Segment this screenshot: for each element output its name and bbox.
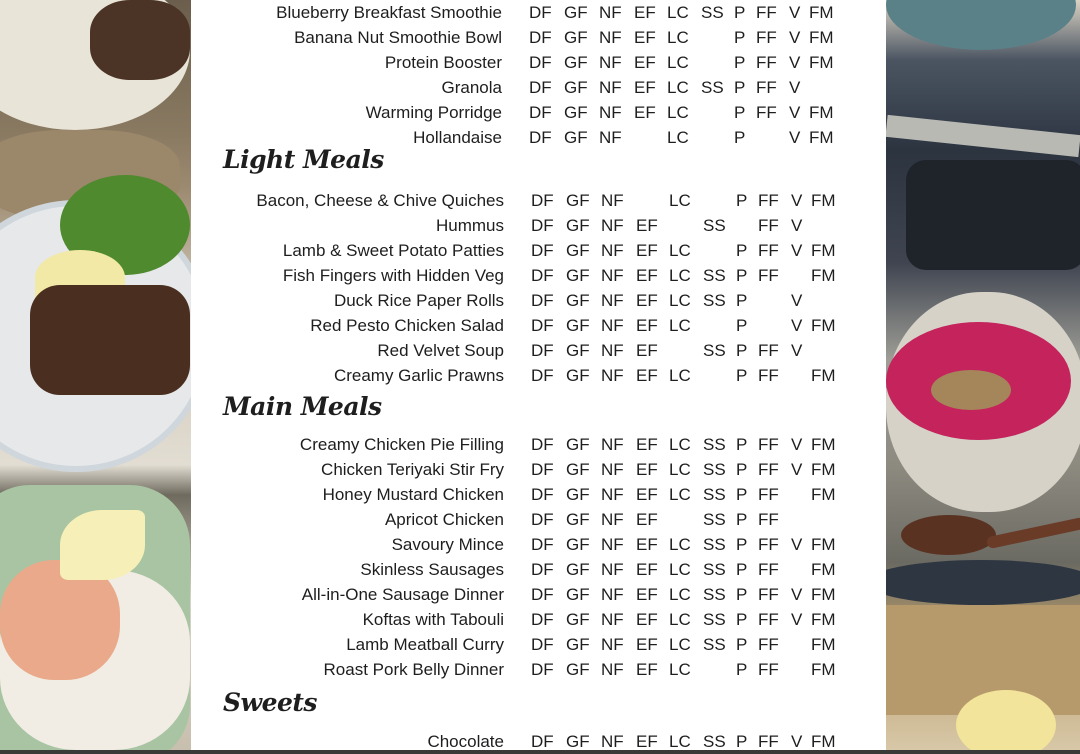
diet-code: GF	[564, 128, 588, 147]
food-photo-right	[886, 0, 1080, 750]
diet-code: GF	[566, 585, 590, 604]
diet-code: GF	[564, 28, 588, 47]
diet-code: EF	[636, 585, 658, 604]
diet-code: FM	[809, 28, 834, 47]
diet-code: V	[789, 78, 801, 97]
diet-code: LC	[669, 635, 691, 654]
diet-code: GF	[566, 366, 590, 385]
diet-code: LC	[667, 53, 689, 72]
dish-name: Blueberry Breakfast Smoothie	[276, 3, 502, 22]
diet-code: FF	[758, 585, 779, 604]
diet-code: SS	[703, 510, 726, 529]
dish-name: Bacon, Cheese & Chive Quiches	[256, 191, 504, 210]
menu-row	[191, 0, 886, 25]
diet-code: NF	[601, 635, 624, 654]
menu-row	[191, 50, 886, 75]
dish-name: Hollandaise	[413, 128, 502, 147]
diet-code: GF	[566, 560, 590, 579]
diet-code: NF	[599, 103, 622, 122]
diet-code: EF	[636, 660, 658, 679]
diet-code: NF	[601, 316, 624, 335]
diet-code: V	[791, 191, 803, 210]
diet-code: FM	[809, 128, 834, 147]
diet-code: LC	[669, 435, 691, 454]
diet-code: V	[791, 460, 803, 479]
diet-code: SS	[703, 485, 726, 504]
diet-code: SS	[703, 435, 726, 454]
diet-code: FF	[758, 216, 779, 235]
menu-row	[191, 482, 886, 507]
diet-code: GF	[566, 241, 590, 260]
diet-code: FM	[811, 485, 836, 504]
diet-code: LC	[669, 241, 691, 260]
diet-code: P	[736, 341, 748, 360]
diet-code: FF	[758, 610, 779, 629]
diet-code: FF	[758, 435, 779, 454]
menu-row	[191, 532, 886, 557]
diet-code: P	[736, 435, 748, 454]
menu-row	[191, 432, 886, 457]
diet-code: DF	[531, 435, 554, 454]
menu-row	[191, 507, 886, 532]
diet-code: EF	[636, 266, 658, 285]
diet-code: GF	[566, 635, 590, 654]
diet-code: DF	[531, 216, 554, 235]
diet-code: DF	[531, 266, 554, 285]
diet-code: FM	[811, 435, 836, 454]
diet-code: V	[791, 241, 803, 260]
diet-code: V	[791, 585, 803, 604]
dish-name: Red Pesto Chicken Salad	[310, 316, 504, 335]
diet-code: LC	[669, 460, 691, 479]
diet-code: DF	[531, 485, 554, 504]
diet-code: DF	[531, 732, 554, 751]
diet-code: P	[736, 316, 748, 335]
diet-code: FM	[811, 191, 836, 210]
diet-code: NF	[601, 341, 624, 360]
diet-code: FM	[809, 53, 834, 72]
diet-code: DF	[529, 103, 552, 122]
diet-code: DF	[529, 28, 552, 47]
diet-code: FM	[809, 3, 834, 22]
diet-code: DF	[531, 291, 554, 310]
menu-row	[191, 288, 886, 313]
diet-code: DF	[531, 660, 554, 679]
diet-code: FM	[811, 460, 836, 479]
diet-code: SS	[703, 535, 726, 554]
diet-code: FF	[758, 460, 779, 479]
diet-code: DF	[529, 128, 552, 147]
diet-code: EF	[636, 316, 658, 335]
diet-code: FF	[756, 53, 777, 72]
diet-code: GF	[566, 291, 590, 310]
diet-code: NF	[599, 53, 622, 72]
menu-row	[191, 338, 886, 363]
diet-code: LC	[669, 366, 691, 385]
diet-code: V	[791, 341, 803, 360]
dish-name: Skinless Sausages	[360, 560, 504, 579]
diet-code: EF	[636, 216, 658, 235]
diet-code: DF	[531, 560, 554, 579]
diet-code: GF	[566, 191, 590, 210]
diet-code: DF	[531, 191, 554, 210]
dish-name: Apricot Chicken	[384, 510, 504, 529]
dish-name: Banana Nut Smoothie Bowl	[294, 28, 502, 47]
diet-code: EF	[636, 485, 658, 504]
diet-code: P	[736, 610, 748, 629]
menu-row	[191, 657, 886, 682]
diet-code: FM	[811, 635, 836, 654]
dish-name: Hummus	[435, 216, 504, 235]
menu-row	[191, 557, 886, 582]
diet-code: FF	[758, 241, 779, 260]
diet-code: FM	[811, 366, 836, 385]
dish-name: Lamb Meatball Curry	[346, 635, 504, 654]
diet-code: FM	[811, 266, 836, 285]
diet-code: P	[736, 510, 748, 529]
diet-code: P	[736, 291, 748, 310]
diet-code: FM	[811, 241, 836, 260]
diet-code: P	[734, 3, 746, 22]
diet-code: V	[791, 535, 803, 554]
dish-name: Fish Fingers with Hidden Veg	[282, 266, 504, 285]
diet-code: NF	[601, 291, 624, 310]
diet-code: EF	[636, 366, 658, 385]
diet-code: GF	[566, 316, 590, 335]
diet-code: DF	[531, 366, 554, 385]
diet-code: P	[734, 128, 746, 147]
diet-code: GF	[566, 510, 590, 529]
diet-code: LC	[669, 535, 691, 554]
diet-code: FF	[758, 535, 779, 554]
diet-code: FF	[758, 191, 779, 210]
menu-row	[191, 582, 886, 607]
diet-code: GF	[564, 78, 588, 97]
kebab-top	[90, 0, 190, 80]
diet-code: FF	[756, 78, 777, 97]
diet-code: NF	[601, 660, 624, 679]
diet-code: V	[791, 291, 803, 310]
diet-code: P	[736, 660, 748, 679]
diet-code: LC	[667, 103, 689, 122]
dish-name: Warming Porridge	[365, 103, 502, 122]
diet-code: DF	[529, 53, 552, 72]
diet-code: LC	[667, 28, 689, 47]
diet-code: GF	[566, 660, 590, 679]
diet-code: EF	[636, 635, 658, 654]
menu-row	[191, 238, 886, 263]
diet-code: FF	[758, 266, 779, 285]
diet-code: FF	[758, 341, 779, 360]
diet-code: P	[734, 53, 746, 72]
diet-code: P	[736, 241, 748, 260]
diet-code: GF	[564, 53, 588, 72]
diet-code: EF	[634, 78, 656, 97]
diet-code: NF	[601, 485, 624, 504]
dark-plate	[886, 560, 1080, 605]
diet-code: DF	[531, 535, 554, 554]
menu-row	[191, 363, 886, 388]
diet-code: DF	[531, 241, 554, 260]
diet-code: DF	[529, 78, 552, 97]
diet-code: P	[736, 191, 748, 210]
dish-name: Roast Pork Belly Dinner	[323, 660, 504, 679]
diet-code: EF	[634, 53, 656, 72]
diet-code: NF	[601, 610, 624, 629]
diet-code: NF	[599, 3, 622, 22]
menu-row	[191, 213, 886, 238]
dish-name: Red Velvet Soup	[377, 341, 504, 360]
diet-code: DF	[531, 460, 554, 479]
diet-code: NF	[601, 191, 624, 210]
menu-page	[191, 0, 886, 750]
dish-name: Savoury Mince	[391, 535, 504, 554]
diet-code: FM	[811, 732, 836, 751]
diet-code: LC	[669, 610, 691, 629]
diet-code: LC	[669, 191, 691, 210]
diet-code: P	[736, 535, 748, 554]
diet-code: FF	[758, 560, 779, 579]
diet-code: GF	[566, 435, 590, 454]
diet-code: NF	[601, 535, 624, 554]
diet-code: FF	[758, 732, 779, 751]
diet-code: FM	[811, 316, 836, 335]
cutlery	[886, 115, 1080, 157]
diet-code: GF	[566, 460, 590, 479]
diet-code: SS	[703, 732, 726, 751]
diet-code: FM	[811, 585, 836, 604]
diet-code: NF	[601, 216, 624, 235]
diet-code: P	[736, 460, 748, 479]
diet-code: EF	[636, 732, 658, 751]
diet-code: DF	[529, 3, 552, 22]
diet-code: NF	[599, 128, 622, 147]
section-title: Light Meals	[223, 145, 384, 174]
menu-row	[191, 75, 886, 100]
diet-code: EF	[634, 3, 656, 22]
dish-name: Chocolate	[427, 732, 504, 751]
section-title: Sweets	[223, 688, 318, 717]
diet-code: NF	[601, 435, 624, 454]
food-photo-left	[0, 0, 191, 750]
diet-code: P	[736, 366, 748, 385]
menu-row	[191, 632, 886, 657]
diet-code: NF	[601, 366, 624, 385]
diet-code: FF	[758, 366, 779, 385]
diet-code: GF	[566, 485, 590, 504]
diet-code: P	[736, 585, 748, 604]
wooden-spoon	[901, 515, 996, 555]
dish-name: Creamy Chicken Pie Filling	[299, 435, 504, 454]
menu-row	[191, 25, 886, 50]
diet-code: FF	[758, 635, 779, 654]
dish-name: Duck Rice Paper Rolls	[333, 291, 504, 310]
diet-code: EF	[636, 241, 658, 260]
dish-name: Honey Mustard Chicken	[322, 485, 504, 504]
diet-code: DF	[531, 316, 554, 335]
diet-code: GF	[566, 732, 590, 751]
diet-code: P	[734, 103, 746, 122]
diet-code: FM	[811, 660, 836, 679]
diet-code: SS	[703, 266, 726, 285]
diet-code: NF	[599, 78, 622, 97]
diet-code: LC	[669, 291, 691, 310]
diet-code: GF	[566, 610, 590, 629]
diet-code: EF	[636, 510, 658, 529]
dark-napkin	[906, 160, 1080, 270]
diet-code: V	[789, 103, 801, 122]
diet-code: P	[736, 485, 748, 504]
diet-code: P	[736, 266, 748, 285]
diet-code: EF	[636, 535, 658, 554]
diet-code: EF	[634, 28, 656, 47]
diet-code: FF	[758, 485, 779, 504]
diet-code: V	[789, 28, 801, 47]
diet-code: GF	[564, 103, 588, 122]
diet-code: FF	[758, 510, 779, 529]
menu-row	[191, 188, 886, 213]
diet-code: SS	[703, 635, 726, 654]
diet-code: NF	[601, 732, 624, 751]
diet-code: FM	[811, 610, 836, 629]
diet-code: GF	[566, 216, 590, 235]
diet-code: SS	[703, 291, 726, 310]
diet-code: SS	[703, 585, 726, 604]
diet-code: NF	[601, 266, 624, 285]
pumpkin-seeds	[931, 370, 1011, 410]
diet-code: NF	[601, 460, 624, 479]
section-title: Main Meals	[223, 392, 382, 421]
menu-row	[191, 457, 886, 482]
diet-code: FF	[758, 660, 779, 679]
diet-code: NF	[601, 510, 624, 529]
diet-code: GF	[566, 535, 590, 554]
diet-code: FM	[809, 103, 834, 122]
diet-code: LC	[669, 660, 691, 679]
diet-code: P	[734, 28, 746, 47]
diet-code: SS	[703, 460, 726, 479]
koftas	[30, 285, 190, 395]
diet-code: EF	[636, 435, 658, 454]
diet-code: LC	[667, 78, 689, 97]
diet-code: SS	[703, 216, 726, 235]
diet-code: LC	[669, 560, 691, 579]
diet-code: DF	[531, 510, 554, 529]
diet-code: SS	[701, 78, 724, 97]
diet-code: SS	[703, 560, 726, 579]
diet-code: LC	[667, 3, 689, 22]
diet-code: SS	[703, 341, 726, 360]
diet-code: SS	[703, 610, 726, 629]
diet-code: DF	[531, 610, 554, 629]
menu-row	[191, 729, 886, 754]
menu-row	[191, 263, 886, 288]
dish-name: All-in-One Sausage Dinner	[301, 585, 504, 604]
diet-code: EF	[634, 103, 656, 122]
diet-code: EF	[636, 460, 658, 479]
diet-code: P	[736, 635, 748, 654]
menu-row	[191, 313, 886, 338]
diet-code: V	[791, 316, 803, 335]
menu-row	[191, 100, 886, 125]
diet-code: EF	[636, 341, 658, 360]
diet-code: FM	[811, 560, 836, 579]
diet-code: FM	[811, 535, 836, 554]
diet-code: V	[791, 216, 803, 235]
diet-code: GF	[566, 341, 590, 360]
diet-code: DF	[531, 585, 554, 604]
dish-name: Protein Booster	[384, 53, 502, 72]
diet-code: NF	[601, 241, 624, 260]
diet-code: LC	[667, 128, 689, 147]
diet-code: V	[791, 610, 803, 629]
dish-name: Koftas with Tabouli	[362, 610, 504, 629]
diet-code: P	[736, 732, 748, 751]
diet-code: V	[789, 3, 801, 22]
bowl-top-right	[886, 0, 1076, 50]
diet-code: LC	[669, 485, 691, 504]
diet-code: FF	[756, 3, 777, 22]
diet-code: LC	[669, 266, 691, 285]
spoon-handle	[986, 517, 1080, 550]
diet-code: P	[734, 78, 746, 97]
diet-code: FF	[756, 103, 777, 122]
diet-code: FF	[756, 28, 777, 47]
diet-code: LC	[669, 585, 691, 604]
diet-code: NF	[601, 585, 624, 604]
diet-code: LC	[669, 732, 691, 751]
diet-code: EF	[636, 291, 658, 310]
menu-row	[191, 607, 886, 632]
dish-name: Lamb & Sweet Potato Patties	[282, 241, 504, 260]
dish-name: Chicken Teriyaki Stir Fry	[321, 460, 504, 479]
diet-code: GF	[564, 3, 588, 22]
diet-code: NF	[601, 560, 624, 579]
diet-code: V	[789, 128, 801, 147]
diet-code: SS	[701, 3, 724, 22]
diet-code: P	[736, 560, 748, 579]
diet-code: EF	[636, 560, 658, 579]
dish-name: Creamy Garlic Prawns	[333, 366, 504, 385]
lemon-wedge-bowl	[60, 510, 145, 580]
diet-code: EF	[636, 610, 658, 629]
diet-code: LC	[669, 316, 691, 335]
dish-name: Granola	[441, 78, 502, 97]
diet-code: GF	[566, 266, 590, 285]
diet-code: NF	[599, 28, 622, 47]
diet-code: DF	[531, 635, 554, 654]
diet-code: V	[791, 732, 803, 751]
diet-code: DF	[531, 341, 554, 360]
diet-code: V	[789, 53, 801, 72]
diet-code: V	[791, 435, 803, 454]
